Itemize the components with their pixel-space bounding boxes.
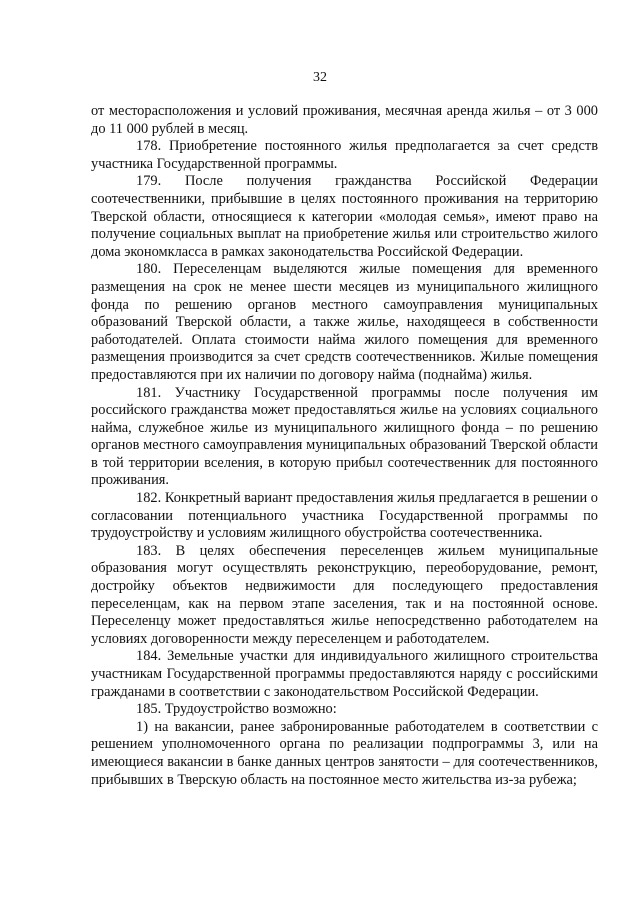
paragraph-182: 182. Конкретный вариант предоставления жилья предлагается в решении о согласовании потенциального участника Государственной программы по трудоустройству и условиям жилищного обустройства соотечественника. bbox=[91, 490, 598, 542]
paragraph-continuation: от месторасположения и условий проживания, месячная аренда жилья – от 3 000 до 11 000 рублей в месяц. bbox=[91, 103, 598, 137]
paragraph-179: 179. После получения гражданства Российской Федерации соотечественники, прибывшие в целях постоянного проживания на территорию Тверской области, относящиеся к категории «молодая семья», имеют право на получение социальных выплат на приобретение жилья или строительство жилого дома экономкласса в рамках законодательства Российской Федерации. bbox=[91, 173, 598, 260]
paragraph-185: 185. Трудоустройство возможно: bbox=[136, 701, 337, 718]
paragraph-180: 180. Переселенцам выделяются жилые помещения для временного размещения на срок не менее шести месяцев из муниципального жилищного фонда по решению органов местного самоуправления муниципальных образований Тверской области, а также жилье, находящееся в собственности работодателей. Оплата стоимости найма жилого помещения для временного размещения производится за счет средств соотечественников. Жилые помещения предоставляются при их наличии по договору найма (поднайма) жилья. bbox=[91, 261, 598, 383]
paragraph-178: 178. Приобретение постоянного жилья предполагается за счет средств участника Государственной программы. bbox=[91, 138, 598, 172]
paragraph-181: 181. Участнику Государственной программы после получения им российского гражданства может предоставляться жилье на условиях социального найма, служебное жилье из муниципального жилищного фонда – по решению органов местного самоуправления муниципальных образований Тверской области в той территории вселения, в которую прибыл соотечественник для постоянного проживания. bbox=[91, 384, 598, 489]
body-text bbox=[91, 103, 598, 789]
paragraph-185-item-1: 1) на вакансии, ранее забронированные работодателем в соответствии с решением уполномоченного органа по реализации подпрограммы 3, или на имеющиеся вакансии в банке данных центров занятости – для соотечественников, прибывших в Тверскую область на постоянное место жительства из-за рубежа; bbox=[91, 718, 598, 788]
page-number: 32 bbox=[313, 70, 327, 85]
paragraph-184: 184. Земельные участки для индивидуального жилищного строительства участникам Государственной программы предоставляются наряду с российскими гражданами в соответствии с законодательством Российской Федерации. bbox=[91, 648, 598, 700]
paragraph-183: 183. В целях обеспечения переселенцев жильем муниципальные образования могут осуществлять реконструкцию, переоборудование, ремонт, достройку объектов недвижимости для последующего предоставления переселенцам, как на первом этапе заселения, так и на постоянной основе. Переселенцу может предоставляться жилье непосредственно работодателем на условиях договоренности между переселенцем и работодателем. bbox=[91, 542, 598, 647]
